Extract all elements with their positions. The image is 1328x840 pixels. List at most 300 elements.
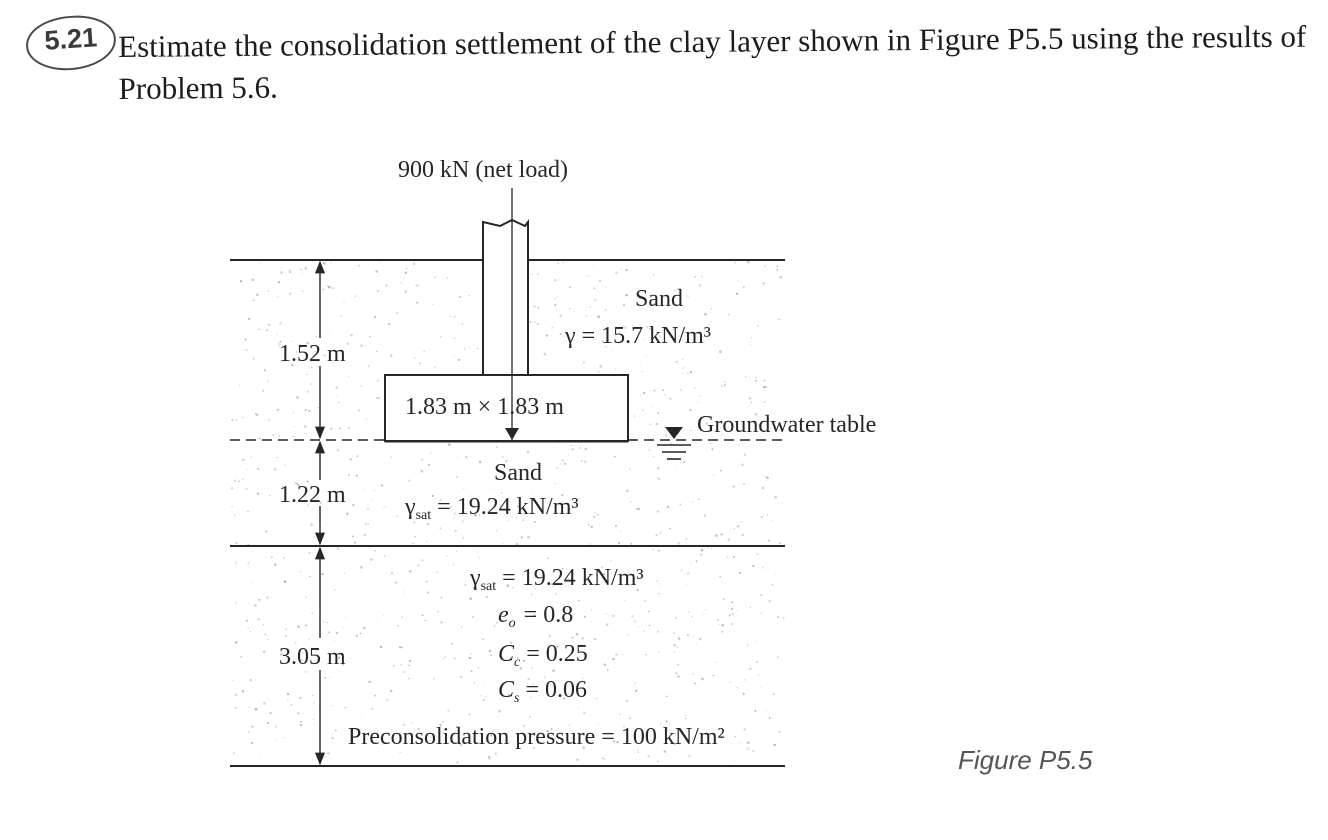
speckle-dot	[338, 402, 339, 403]
speckle-dot	[348, 427, 350, 429]
speckle-dot	[377, 290, 379, 292]
speckle-dot	[750, 345, 751, 346]
e-symbol: e	[498, 602, 509, 628]
speckle-dot	[653, 389, 655, 391]
speckle-dot	[527, 536, 529, 538]
speckle-dot	[256, 294, 259, 297]
speckle-dot	[599, 280, 601, 282]
speckle-dot	[443, 658, 444, 659]
speckle-dot	[468, 713, 470, 715]
speckle-dot	[337, 548, 339, 550]
speckle-dot	[401, 282, 402, 283]
speckle-dot	[416, 302, 418, 304]
speckle-dot	[629, 468, 631, 470]
speckle-dot	[623, 304, 625, 306]
speckle-dot	[469, 597, 472, 600]
speckle-dot	[434, 366, 435, 367]
speckle-dot	[375, 270, 377, 272]
speckle-dot	[619, 713, 620, 714]
clay-compression-index	[498, 641, 588, 670]
speckle-dot	[664, 750, 666, 752]
speckle-dot	[555, 483, 556, 484]
speckle-dot	[713, 675, 715, 677]
speckle-dot	[649, 423, 651, 425]
speckle-dot	[682, 359, 683, 360]
speckle-dot	[408, 665, 410, 667]
speckle-dot	[744, 679, 746, 681]
speckle-dot	[274, 564, 276, 566]
speckle-dot	[336, 396, 337, 397]
speckle-dot	[345, 707, 346, 708]
speckle-dot	[743, 286, 745, 288]
speckle-dot	[733, 760, 734, 761]
speckle-dot	[702, 613, 703, 614]
speckle-dot	[715, 535, 717, 537]
speckle-dot	[352, 343, 353, 344]
speckle-dot	[652, 549, 653, 550]
speckle-dot	[253, 299, 255, 301]
speckle-dot	[264, 369, 266, 371]
speckle-dot	[270, 712, 272, 714]
speckle-dot	[262, 390, 264, 392]
speckle-dot	[231, 487, 233, 489]
speckle-dot	[744, 454, 747, 457]
speckle-dot	[636, 508, 637, 509]
speckle-dot	[404, 591, 405, 592]
speckle-dot	[734, 528, 735, 529]
speckle-dot	[247, 628, 248, 629]
speckle-dot	[285, 635, 287, 637]
speckle-dot	[599, 365, 602, 368]
speckle-dot	[268, 419, 270, 421]
speckle-dot	[454, 356, 455, 357]
speckle-dot	[259, 438, 261, 440]
speckle-dot	[280, 271, 283, 274]
speckle-dot	[377, 618, 378, 619]
speckle-dot	[620, 269, 621, 270]
speckle-dot	[369, 336, 371, 338]
load-label: 900 kN (net load)	[398, 157, 568, 183]
speckle-dot	[569, 286, 571, 288]
speckle-dot	[305, 267, 307, 269]
speckle-dot	[470, 653, 471, 654]
speckle-dot	[604, 664, 606, 666]
speckle-dot	[307, 391, 309, 393]
speckle-dot	[456, 476, 458, 478]
speckle-dot	[469, 295, 470, 296]
speckle-dot	[465, 456, 467, 458]
cc-subscript: c	[514, 655, 521, 670]
speckle-dot	[773, 693, 775, 695]
speckle-dot	[465, 584, 467, 586]
speckle-dot	[336, 632, 338, 634]
speckle-dot	[692, 616, 693, 617]
speckle-dot	[752, 565, 754, 567]
speckle-dot	[370, 558, 373, 561]
speckle-dot	[440, 596, 442, 598]
speckle-dot	[479, 558, 480, 559]
speckle-dot	[240, 280, 242, 282]
speckle-dot	[263, 624, 264, 625]
speckle-dot	[607, 669, 609, 671]
speckle-dot	[325, 280, 326, 281]
speckle-dot	[634, 621, 636, 623]
speckle-dot	[344, 573, 345, 574]
speckle-dot	[302, 290, 304, 292]
speckle-dot	[328, 631, 330, 633]
speckle-dot	[348, 375, 350, 377]
speckle-dot	[497, 716, 498, 717]
speckle-dot	[432, 495, 434, 497]
speckle-dot	[457, 761, 459, 763]
speckle-dot	[696, 644, 697, 645]
speckle-dot	[367, 523, 368, 524]
speckle-dot	[330, 428, 332, 430]
speckle-dot	[236, 542, 238, 544]
speckle-dot	[454, 657, 456, 659]
speckle-dot	[397, 625, 398, 626]
speckle-dot	[675, 617, 677, 619]
speckle-dot	[236, 419, 237, 420]
e-value: = 0.8	[523, 602, 574, 628]
speckle-dot	[314, 703, 315, 704]
speckle-dot	[313, 719, 314, 720]
speckle-dot	[631, 615, 634, 618]
speckle-dot	[747, 741, 750, 744]
speckle-dot	[327, 622, 328, 623]
speckle-dot	[234, 480, 236, 482]
speckle-dot	[730, 682, 731, 683]
speckle-dot	[283, 737, 284, 738]
speckle-dot	[367, 508, 369, 510]
speckle-dot	[380, 262, 381, 263]
speckle-dot	[751, 337, 752, 338]
speckle-dot	[316, 517, 317, 518]
speckle-dot	[364, 534, 366, 536]
speckle-dot	[583, 362, 585, 364]
speckle-dot	[417, 564, 419, 566]
speckle-dot	[289, 271, 291, 273]
speckle-dot	[578, 708, 579, 709]
speckle-dot	[555, 593, 557, 595]
speckle-dot	[395, 582, 397, 584]
speckle-dot	[337, 449, 339, 451]
speckle-dot	[331, 705, 332, 706]
speckle-dot	[401, 664, 402, 665]
speckle-dot	[741, 463, 743, 465]
speckle-dot	[447, 710, 449, 712]
speckle-dot	[404, 671, 406, 673]
speckle-dot	[314, 724, 315, 725]
speckle-dot	[690, 371, 692, 373]
speckle-dot	[673, 632, 675, 634]
speckle-dot	[595, 299, 596, 300]
speckle-dot	[556, 309, 557, 310]
speckle-dot	[537, 307, 539, 309]
speckle-dot	[437, 572, 438, 573]
speckle-dot	[645, 654, 647, 656]
speckle-dot	[597, 514, 599, 516]
speckle-dot	[442, 721, 443, 722]
speckle-dot	[635, 690, 637, 692]
speckle-dot	[747, 644, 749, 646]
speckle-dot	[529, 716, 531, 718]
speckle-dot	[405, 290, 407, 292]
speckle-dot	[737, 610, 738, 611]
speckle-dot	[641, 371, 642, 372]
speckle-dot	[649, 450, 650, 451]
speckle-dot	[721, 624, 724, 627]
speckle-dot	[642, 410, 644, 412]
speckle-dot	[658, 478, 660, 480]
speckle-dot	[694, 276, 696, 278]
speckle-dot	[709, 442, 711, 444]
speckle-dot	[626, 269, 628, 271]
speckle-dot	[446, 556, 447, 557]
speckle-dot	[722, 631, 724, 633]
speckle-dot	[271, 556, 273, 558]
speckle-dot	[749, 397, 751, 399]
speckle-dot	[489, 650, 492, 653]
speckle-dot	[546, 334, 548, 336]
speckle-dot	[325, 756, 327, 758]
speckle-dot	[720, 533, 722, 535]
speckle-dot	[358, 409, 360, 411]
speckle-dot	[352, 535, 354, 537]
speckle-dot	[448, 443, 451, 446]
speckle-dot	[593, 516, 595, 518]
speckle-dot	[408, 678, 410, 680]
speckle-dot	[454, 530, 456, 532]
speckle-dot	[606, 613, 607, 614]
speckle-dot	[750, 607, 751, 608]
speckle-dot	[248, 707, 249, 708]
speckle-dot	[630, 501, 631, 502]
speckle-dot	[421, 470, 423, 472]
speckle-dot	[469, 657, 471, 659]
speckle-dot	[396, 516, 397, 517]
speckle-dot	[775, 573, 776, 574]
speckle-dot	[741, 521, 742, 522]
speckle-dot	[734, 262, 736, 264]
speckle-dot	[762, 282, 765, 285]
speckle-dot	[777, 266, 778, 267]
speckle-dot	[674, 468, 675, 469]
speckle-dot	[374, 316, 376, 318]
speckle-dot	[418, 285, 419, 286]
speckle-dot	[584, 616, 586, 618]
speckle-dot	[611, 350, 612, 351]
speckle-dot	[266, 596, 268, 598]
speckle-dot	[653, 274, 655, 276]
speckle-dot	[461, 626, 463, 628]
speckle-dot	[756, 661, 758, 663]
speckle-dot	[257, 493, 259, 495]
speckle-dot	[758, 674, 759, 675]
speckle-dot	[376, 397, 377, 398]
speckle-dot	[490, 654, 492, 656]
groundwater-label: Groundwater table	[697, 412, 877, 438]
speckle-dot	[360, 345, 362, 347]
speckle-dot	[660, 532, 662, 534]
speckle-dot	[462, 323, 463, 324]
speckle-dot	[629, 717, 631, 719]
speckle-dot	[562, 459, 564, 461]
speckle-dot	[409, 570, 411, 572]
speckle-dot	[769, 717, 771, 719]
speckle-dot	[470, 456, 471, 457]
speckle-dot	[486, 596, 488, 598]
speckle-dot	[739, 572, 741, 574]
speckle-dot	[762, 487, 765, 490]
speckle-dot	[327, 752, 330, 755]
speckle-dot	[742, 534, 744, 536]
speckle-dot	[255, 708, 258, 711]
speckle-dot	[335, 729, 337, 731]
speckle-dot	[355, 295, 356, 296]
speckle-dot	[250, 631, 251, 632]
speckle-dot	[762, 567, 764, 569]
speckle-dot	[721, 385, 723, 387]
groundwater-table-symbol	[657, 427, 691, 459]
speckle-dot	[757, 325, 758, 326]
speckle-dot	[727, 556, 729, 558]
speckle-dot	[674, 651, 675, 652]
speckle-dot	[653, 456, 654, 457]
layer2-unit-weight	[404, 494, 579, 523]
speckle-dot	[390, 457, 391, 458]
speckle-dot	[401, 616, 403, 618]
speckle-dot	[308, 639, 310, 641]
speckle-dot	[365, 523, 367, 525]
speckle-dot	[626, 700, 628, 702]
speckle-dot	[391, 572, 393, 574]
speckle-dot	[657, 412, 659, 414]
speckle-dot	[731, 613, 733, 615]
speckle-dot	[559, 314, 562, 317]
speckle-dot	[596, 698, 597, 699]
speckle-dot	[347, 343, 349, 345]
speckle-dot	[284, 557, 286, 559]
speckle-dot	[404, 278, 405, 279]
speckle-dot	[764, 401, 766, 403]
speckle-dot	[552, 669, 554, 671]
cs-subscript: s	[514, 691, 520, 706]
speckle-dot	[462, 520, 464, 522]
speckle-dot	[776, 269, 778, 271]
speckle-dot	[242, 458, 245, 461]
speckle-dot	[736, 293, 738, 295]
speckle-dot	[743, 693, 745, 695]
speckle-dot	[701, 549, 703, 551]
speckle-dot	[312, 695, 314, 697]
speckle-dot	[251, 742, 253, 744]
footing-column	[483, 220, 528, 375]
speckle-dot	[731, 608, 733, 610]
speckle-dot	[657, 467, 659, 469]
speckle-dot	[234, 514, 235, 515]
speckle-dot	[735, 736, 736, 737]
speckle-dot	[363, 627, 365, 629]
speckle-dot	[618, 542, 620, 544]
speckle-dot	[598, 371, 599, 372]
speckle-dot	[399, 646, 401, 648]
speckle-dot	[666, 720, 668, 722]
speckle-dot	[679, 503, 681, 505]
speckle-dot	[235, 642, 238, 645]
e-subscript: o	[508, 616, 516, 631]
speckle-dot	[364, 489, 365, 490]
speckle-dot	[531, 274, 532, 275]
speckle-dot	[751, 402, 752, 403]
speckle-dot	[472, 616, 474, 618]
speckle-dot	[311, 523, 314, 526]
speckle-dot	[555, 298, 556, 299]
speckle-dot	[717, 619, 719, 621]
speckle-dot	[473, 682, 475, 684]
speckle-dot	[711, 548, 712, 549]
speckle-dot	[769, 600, 771, 602]
speckle-dot	[597, 315, 600, 318]
speckle-dot	[688, 755, 690, 757]
gamma-value: = 19.24 kN/m³	[437, 494, 579, 520]
speckle-dot	[648, 611, 650, 613]
speckle-dot	[649, 625, 651, 627]
speckle-dot	[265, 530, 267, 532]
speckle-dot	[300, 571, 302, 573]
speckle-dot	[488, 756, 491, 759]
speckle-dot	[572, 448, 574, 450]
speckle-dot	[246, 488, 247, 489]
speckle-dot	[496, 446, 498, 448]
speckle-dot	[300, 721, 302, 723]
speckle-dot	[478, 667, 480, 669]
speckle-dot	[356, 474, 358, 476]
speckle-dot	[235, 707, 237, 709]
speckle-dot	[321, 550, 322, 551]
speckle-dot	[685, 715, 686, 716]
speckle-dot	[571, 637, 573, 639]
speckle-dot	[321, 573, 323, 575]
speckle-dot	[502, 456, 504, 458]
speckle-dot	[254, 604, 257, 607]
speckle-dot	[585, 448, 588, 451]
speckle-dot	[783, 617, 785, 619]
speckle-dot	[259, 756, 260, 757]
speckle-dot	[698, 499, 700, 501]
speckle-dot	[537, 323, 539, 325]
speckle-dot	[294, 426, 295, 427]
speckle-dot	[240, 656, 242, 658]
speckle-dot	[696, 560, 698, 562]
speckle-dot	[252, 358, 254, 360]
speckle-dot	[765, 476, 767, 478]
speckle-dot	[576, 633, 578, 635]
speckle-dot	[584, 461, 586, 463]
speckle-dot	[459, 296, 461, 298]
speckle-dot	[685, 718, 687, 720]
gamma-symbol: γ	[470, 565, 481, 591]
speckle-dot	[383, 615, 384, 616]
speckle-dot	[306, 374, 308, 376]
speckle-dot	[486, 696, 487, 697]
speckle-dot	[675, 672, 677, 674]
speckle-dot	[341, 315, 342, 316]
gamma-symbol: γ	[405, 494, 416, 520]
speckle-dot	[350, 459, 352, 461]
speckle-dot	[391, 295, 392, 296]
speckle-dot	[612, 658, 614, 660]
